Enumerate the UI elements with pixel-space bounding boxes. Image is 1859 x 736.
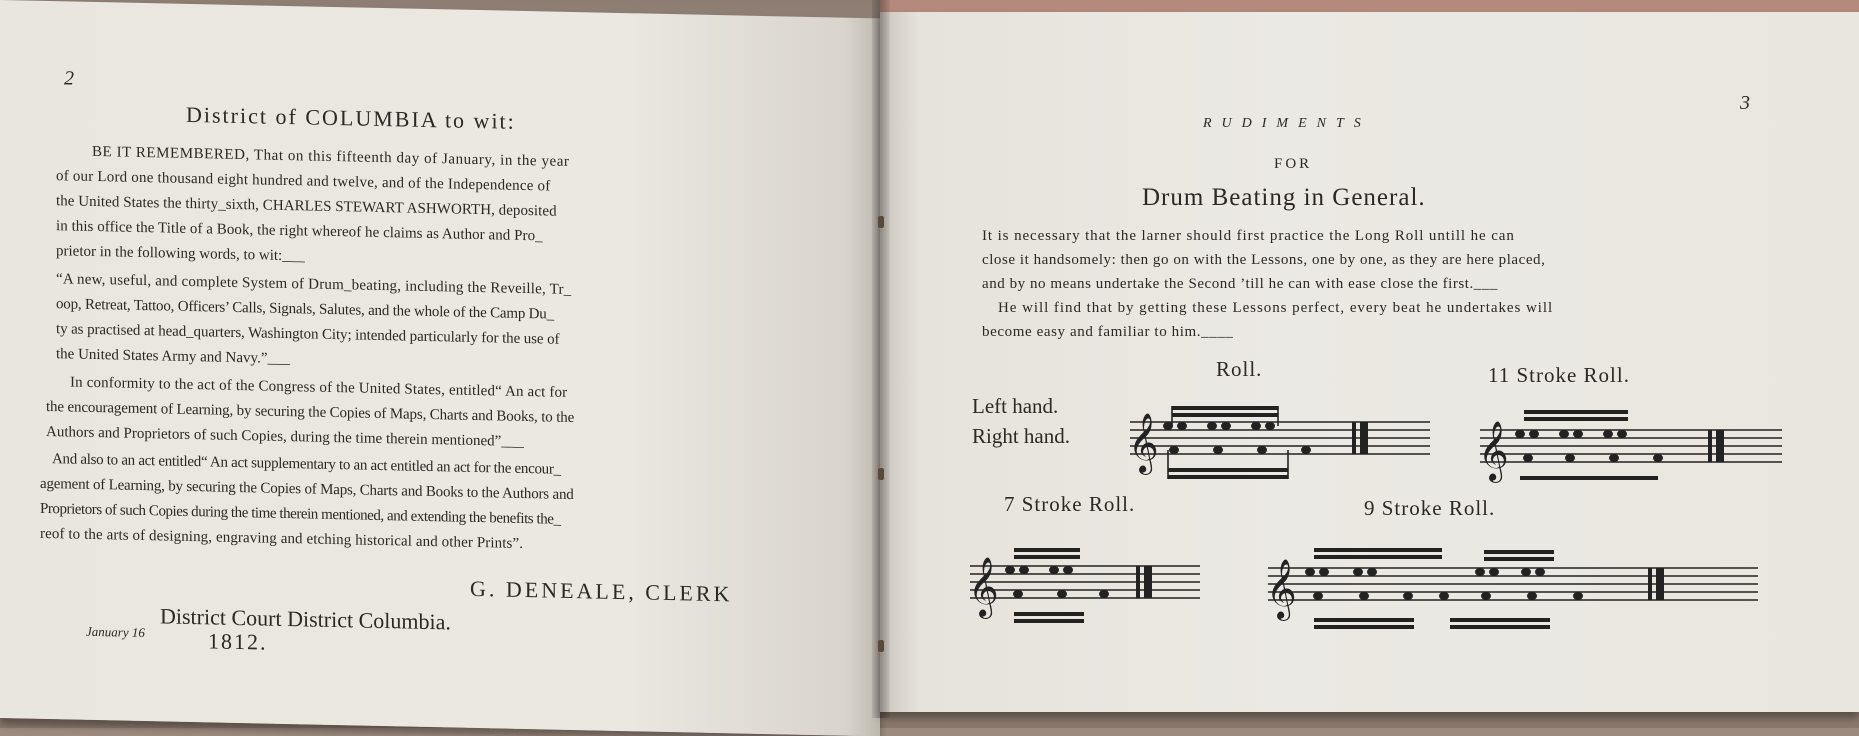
exercise-title-11-stroke: 11 Stroke Roll. [1488,363,1630,387]
text-line: prietor in the following words, to wit:___ [56,243,305,265]
11-stroke-staff [1480,400,1790,490]
exercise-title-9-stroke: 9 Stroke Roll. [1364,496,1496,520]
right-hand-label: Right hand. [972,424,1070,448]
svg-text:𝄞: 𝄞 [1266,559,1297,619]
text-line: agement of Learning, by securing the Copies of Maps, Charts and Books to the Authors and [40,475,574,504]
binding-stitch [878,468,884,480]
binding-stitch [878,216,884,228]
left-hand-label: Left hand. [972,394,1059,418]
page-number: 3 [1740,92,1750,114]
text-line: Authors and Proprietors of such Copies, during the time therein mentioned”___ [46,423,524,450]
text-line: It is necessary that the larner should first practice the Long Roll untill he can [982,228,1515,244]
svg-text:𝄞: 𝄞 [968,557,999,617]
clerk-signature: G. DENEALE, CLERK [470,575,733,607]
9-stroke-staff [1268,538,1768,638]
year: 1812. [208,628,268,655]
text-line: and by no means undertake the Second ’till he can with ease close the first.___ [982,276,1498,292]
subtitle-for: FOR [1274,156,1313,172]
text-line: BE IT REMEMBERED, That on this fifteenth day of January, in the year [92,143,570,170]
binding-stitch [878,640,884,652]
text-line: of our Lord one thousand eight hundred and twelve, and of the Independence of [56,168,551,195]
text-line: And also to an act entitled“ An act supplementary to an act entitled an act for the encour_ [52,451,561,478]
right-page [880,12,1859,712]
svg-text:𝄞: 𝄞 [1478,421,1509,481]
page-number: 2 [64,67,74,90]
text-line: in this office the Title of a Book, the right whereof he claims as Author and Pro_ [56,218,543,245]
text-line: ty as practised at head_quarters, Washington City; intended particularly for the use of [56,321,560,348]
7-stroke-staff [970,536,1210,626]
text-line: the United States Army and Navy.”___ [56,346,290,368]
page-title: RUDIMENTS [1203,116,1371,131]
text-line: Proprietors of such Copies during the time therein mentioned, and extending the benefits the_ [40,500,561,528]
svg-text:𝄞: 𝄞 [1128,413,1159,473]
left-page [0,0,880,736]
court-name: District Court District Columbia. [160,603,451,635]
text-line: reof to the arts of designing, engraving and etching historical and other Prints”. [40,525,524,552]
text-line: oop, Retreat, Tattoo, Officers’ Calls, Signals, Salutes, and the whole of the Camp Du_ [56,296,554,323]
page-title: District of COLUMBIA to wit: [186,101,516,134]
handwritten-date: January 16 [86,623,145,641]
text-line: close it handsomely: then go on with the Lessons, one by one, as they are here placed, [982,252,1546,268]
section-heading: Drum Beating in General. [1142,184,1426,211]
roll-staff [1130,392,1440,482]
text-line: In conformity to the act of the Congress of the United States, entitled“ An act for [70,374,568,401]
text-line: become easy and familiar to him.____ [982,324,1234,340]
book-gutter [872,0,890,718]
text-line: “A new, useful, and complete System of Drum_beating, including the Reveille, Tr_ [56,271,572,298]
text-line: the encouragement of Learning, by securing the Copies of Maps, Charts and Books, to the [46,398,575,427]
exercise-title-7-stroke: 7 Stroke Roll. [1004,492,1136,516]
exercise-title-roll: Roll. [1216,357,1263,381]
text-line: He will find that by getting these Lessons perfect, every beat he undertakes will [998,300,1554,316]
text-line: the United States the thirty_sixth, CHARLES STEWART ASHWORTH, deposited [56,193,557,220]
